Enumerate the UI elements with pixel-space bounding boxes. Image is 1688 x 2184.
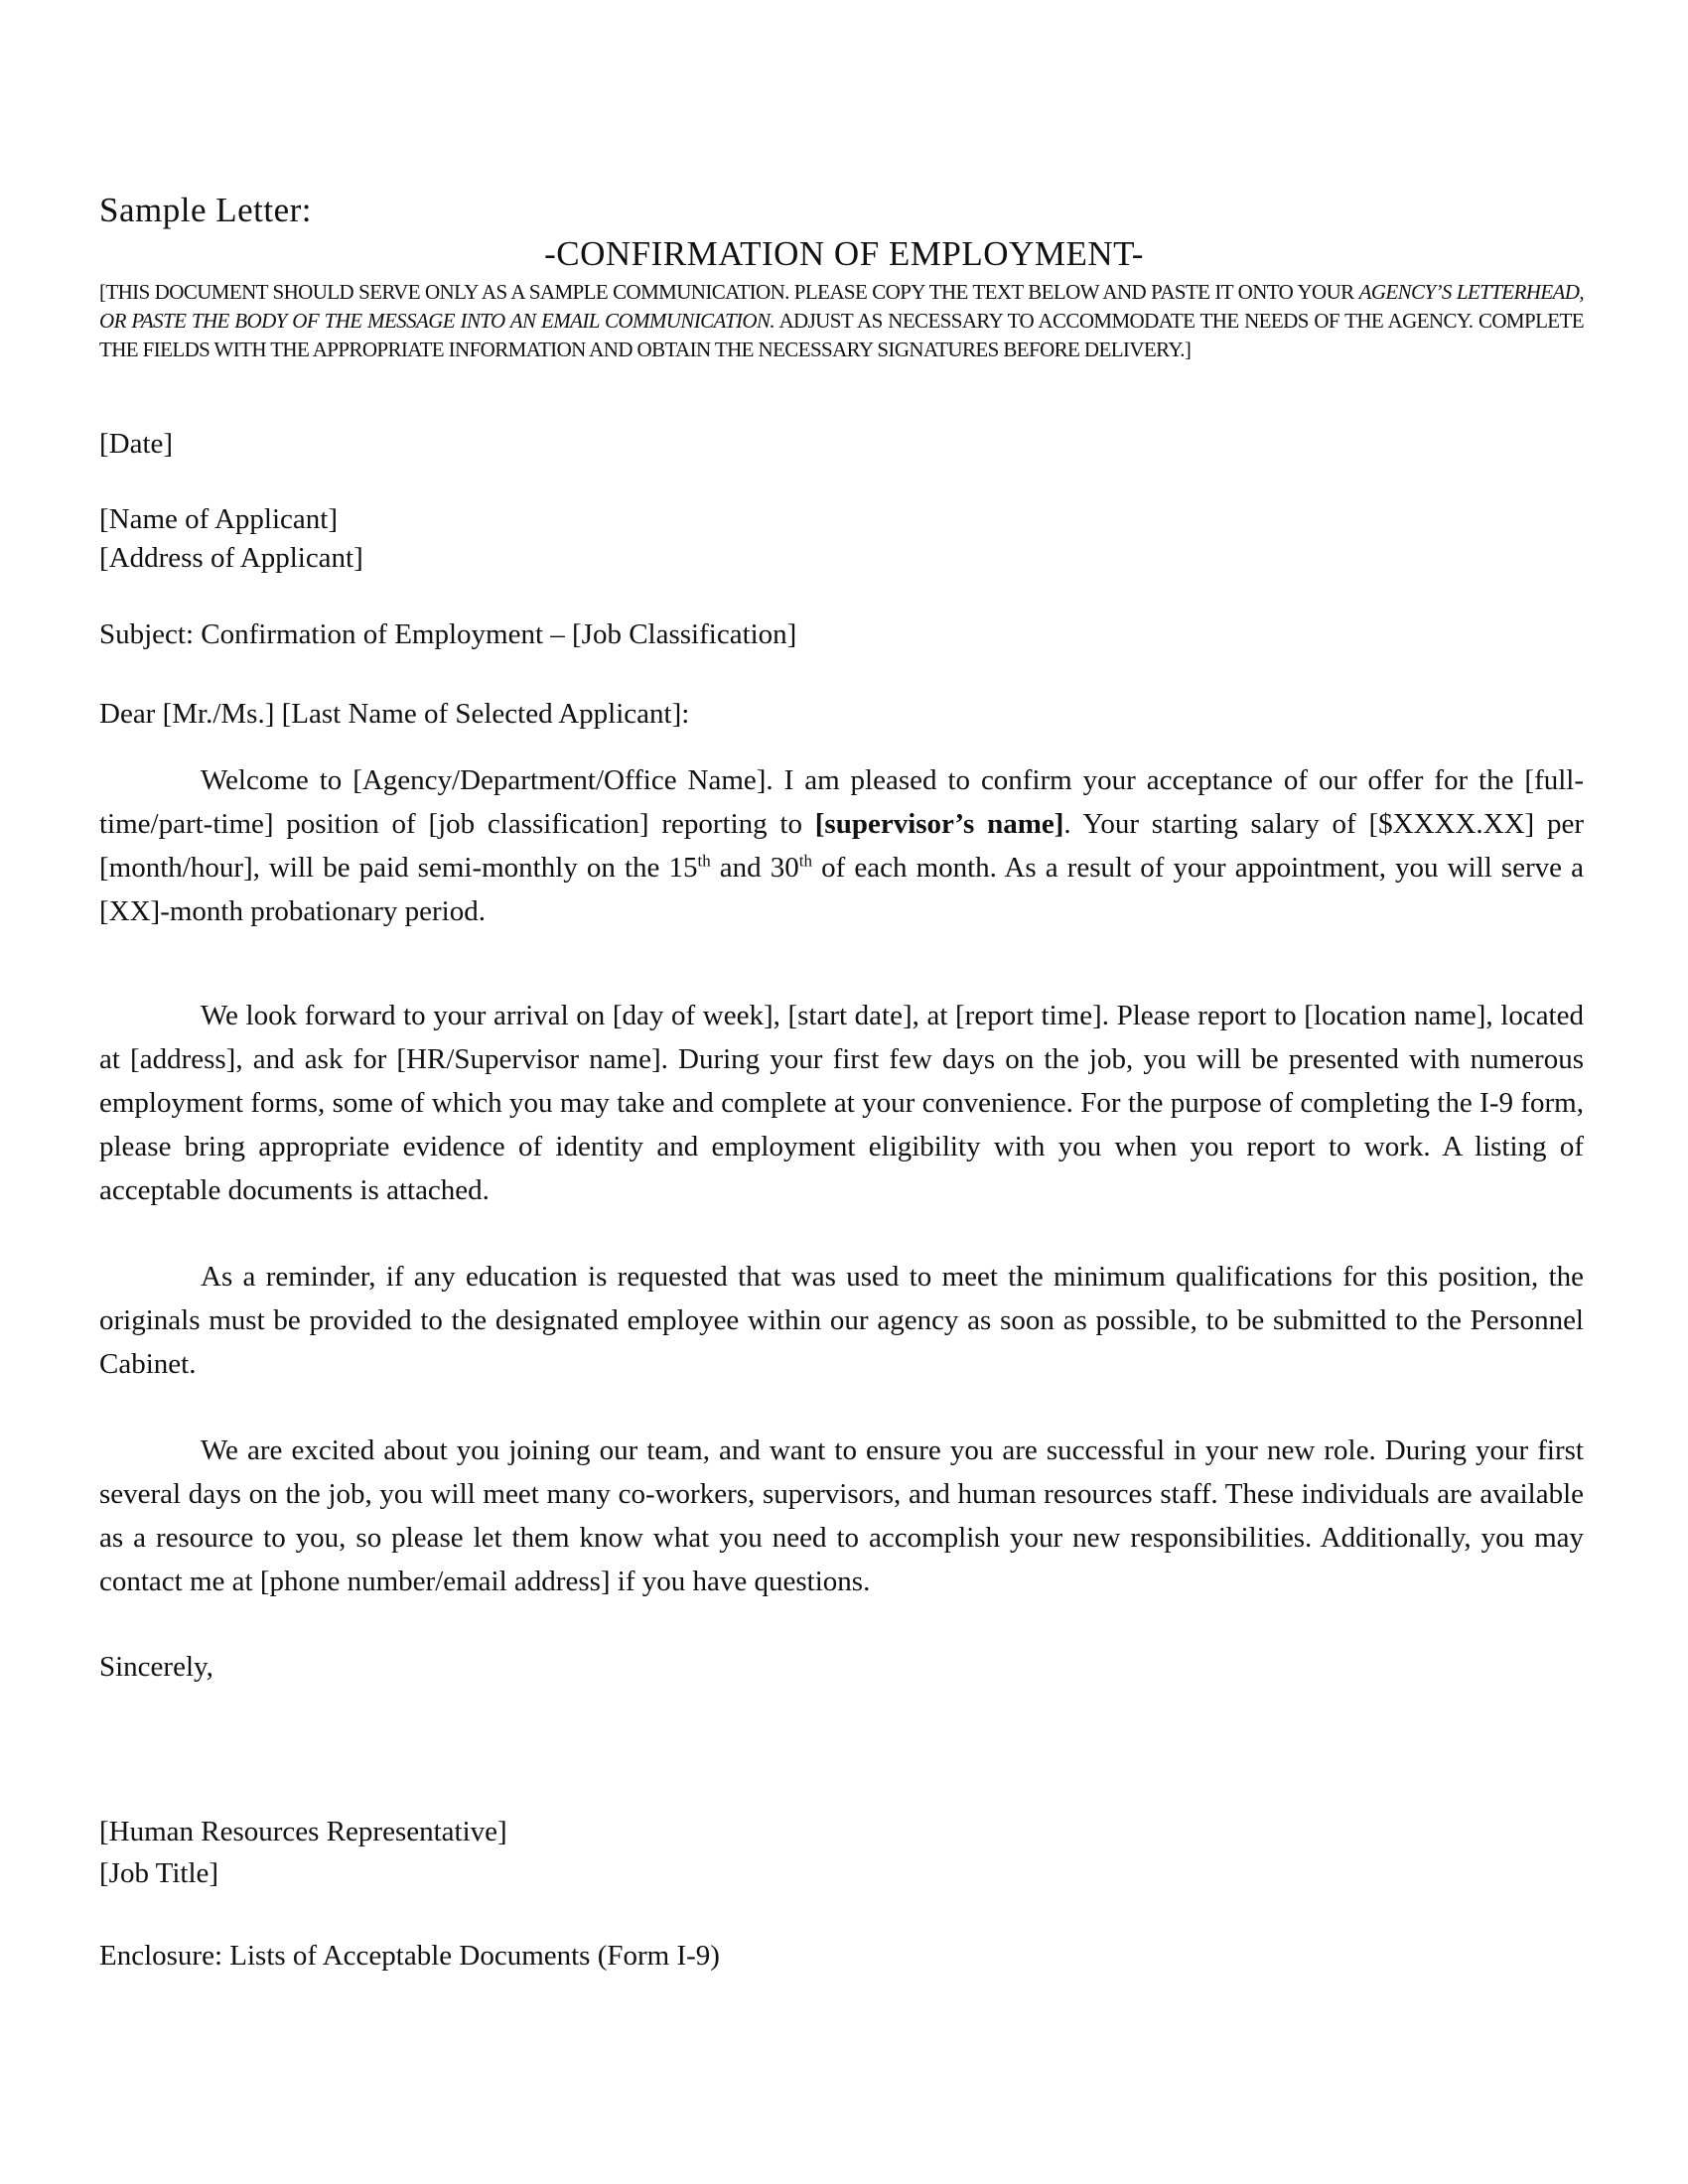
job-title: [Job Title] [99,1857,219,1889]
applicant-name-field: [Name of Applicant] [99,503,338,535]
paragraph-welcome-text-c: and 30 [710,852,799,884]
paragraph-welcome-text-b: . Your starting salary of [$XXXX.XX] per [month/hour], will be paid semi-monthly on the 15 [99,808,1584,884]
sample-letter-label: Sample Letter: [99,191,313,229]
paragraph-education-reminder: As a reminder, if any education is requested that was used to meet the minimum qualifications for this position, the originals must be provided to the designated employee within our agency as soon as possible, to be submitted to the Personnel Cabinet. [99,1261,1584,1380]
enclosure-line: Enclosure: Lists of Acceptable Documents (Form I-9) [99,1940,720,1972]
hr-representative: [Human Resources Representative] [99,1816,507,1847]
ordinal-suffix-30th: th [798,851,813,871]
salutation: Dear [Mr./Ms.] [Last Name of Selected Applicant]: [99,698,690,730]
notice-text-italic: AGENCY’S LETTERHEAD, OR PASTE THE BODY OF THE MESSAGE INTO AN EMAIL COMMUNICATION. [99,280,1584,333]
ordinal-suffix-15th: th [697,851,711,871]
sign-off: Sincerely, [99,1651,213,1683]
supervisor-name-placeholder: [supervisor’s name] [814,808,1064,840]
paragraph-welcome-text-a: Welcome to [Agency/Department/Office Name]. I am pleased to confirm your acceptance of our offer for the [full-time/part-time] position of [job classification] reporting to [99,764,1584,840]
subject-line: Subject: Confirmation of Employment – [Job Classification] [99,618,797,650]
sample-notice [99,278,1584,364]
letter-title: -CONFIRMATION OF EMPLOYMENT- [544,234,1144,273]
applicant-address-field: [Address of Applicant] [99,542,363,574]
notice-text-part2: ADJUST AS NECESSARY TO ACCOMMODATE THE NEEDS OF THE AGENCY. COMPLETE THE FIELDS WITH THE APPROPRIATE INFORMATION AND OBTAIN THE NECESSARY SIGNATURES BEFORE DELIVERY.] [99,309,1584,361]
paragraph-arrival: We look forward to your arrival on [day of week], [start date], at [report time]. Please report to [location name], located at [address], and ask for [HR/Supervisor name]. During your first few days on the job, you will be presented with numerous employment forms, some of which you may take and complete at your convenience. For the purpose of completing the I-9 form, please bring appropriate evidence of identity and employment eligibility with you when you report to work. A listing of acceptable documents is attached. [99,1000,1584,1206]
date-field: [Date] [99,428,174,460]
notice-text-part1: [THIS DOCUMENT SHOULD SERVE ONLY AS A SAMPLE COMMUNICATION. PLEASE COPY THE TEXT BELOW AND PASTE IT ONTO YOUR [99,280,1354,304]
paragraph-welcome [99,758,1584,933]
paragraph-welcome-text-d: of each month. As a result of your appointment, you will serve a [XX]-month probationary period. [99,852,1584,927]
paragraph-welcome-team: We are excited about you joining our team, and want to ensure you are successful in your new role. During your first several days on the job, you will meet many co-workers, supervisors, and human resources staff. These individuals are available as a resource to you, so please let them know what you need to accomplish your new responsibilities. Additionally, you may contact me at [phone number/email address] if you have questions. [99,1434,1584,1597]
